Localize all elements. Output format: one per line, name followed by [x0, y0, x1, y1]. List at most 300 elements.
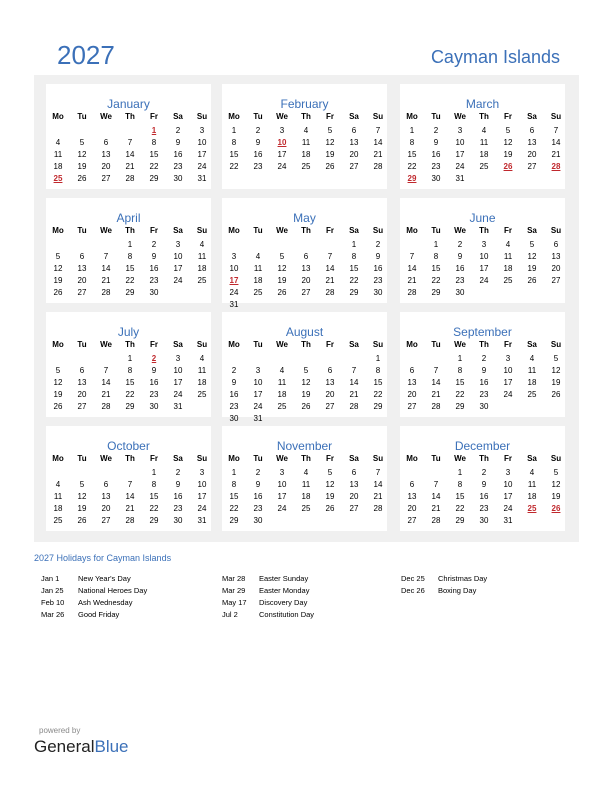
holiday-name: New Year's Day: [78, 574, 131, 583]
weekday-header: Su: [550, 112, 562, 121]
calendar-day: 28: [125, 174, 135, 183]
calendar-day: 12: [277, 264, 287, 273]
calendar-day: 21: [373, 492, 383, 501]
calendar-day: 6: [351, 468, 357, 477]
calendar-day: 19: [325, 492, 335, 501]
calendar-day: 25: [253, 288, 263, 297]
calendar-day: 6: [303, 252, 309, 261]
calendar-day: 7: [103, 252, 109, 261]
calendar-day: 20: [349, 492, 359, 501]
calendar-day: 20: [527, 150, 537, 159]
holiday-date: Dec 26: [401, 586, 425, 595]
calendar-day: 3: [175, 240, 181, 249]
weekday-header: We: [454, 112, 466, 121]
calendar-day: 10: [197, 138, 207, 147]
weekday-header: Th: [301, 112, 311, 121]
calendar-day: 7: [351, 366, 357, 375]
weekday-header: Su: [372, 112, 384, 121]
calendar-day: 30: [373, 288, 383, 297]
month-name: April: [116, 211, 141, 225]
weekday-header: Mo: [52, 112, 64, 121]
weekday-header: Th: [479, 226, 489, 235]
calendar-day: 1: [351, 240, 357, 249]
weekday-header: Sa: [173, 454, 183, 463]
calendar-day: 25: [503, 276, 513, 285]
calendar-day: 15: [125, 378, 135, 387]
calendar-day: 22: [125, 390, 135, 399]
month-name: February: [280, 97, 329, 111]
calendar-day: 4: [279, 366, 285, 375]
calendar-day: 28: [125, 516, 135, 525]
calendar-day: 14: [551, 138, 561, 147]
calendar-day: 14: [431, 492, 441, 501]
calendar-day: 14: [325, 264, 335, 273]
calendar-day: 20: [101, 504, 111, 513]
calendar-day: 6: [103, 138, 109, 147]
calendar-day: 3: [457, 126, 463, 135]
weekday-header: Mo: [52, 226, 64, 235]
calendar-day: 11: [527, 480, 537, 489]
weekday-header: Su: [372, 226, 384, 235]
calendar-day: 31: [503, 516, 513, 525]
month-name: May: [293, 211, 316, 225]
weekday-header: Tu: [431, 226, 441, 235]
weekday-header: Th: [301, 454, 311, 463]
calendar-day: 4: [199, 240, 205, 249]
calendar-day: 28: [325, 288, 335, 297]
calendar-day: 29: [431, 288, 441, 297]
calendar-day: 5: [327, 126, 333, 135]
weekday-header: Su: [372, 340, 384, 349]
calendar-day: 25: [479, 162, 489, 171]
holiday-day: 26: [503, 162, 513, 171]
month-name: September: [453, 325, 512, 339]
month-june: [400, 198, 565, 303]
calendar-day: 16: [149, 264, 159, 273]
calendar-day: 7: [103, 366, 109, 375]
calendar-day: 30: [455, 288, 465, 297]
generalblue-logo[interactable]: [34, 737, 129, 757]
calendar-day: 9: [481, 480, 487, 489]
calendar-day: 8: [409, 138, 415, 147]
calendar-day: 9: [255, 138, 261, 147]
month-name: December: [454, 439, 511, 453]
calendar-day: 8: [457, 366, 463, 375]
calendar-day: 26: [527, 276, 537, 285]
weekday-header: Mo: [228, 112, 240, 121]
calendar-day: 8: [127, 252, 133, 261]
calendar-day: 18: [253, 276, 263, 285]
calendar-day: 23: [149, 390, 159, 399]
weekday-header: We: [454, 454, 466, 463]
calendar-day: 31: [197, 174, 207, 183]
holiday-day: 25: [53, 174, 63, 183]
calendar-day: 25: [527, 390, 537, 399]
calendar-day: 27: [349, 504, 359, 513]
weekday-header: Tu: [253, 226, 263, 235]
calendar-day: 11: [301, 138, 311, 147]
calendar-day: 30: [173, 516, 183, 525]
holiday-name: Good Friday: [78, 610, 120, 619]
calendar-day: 2: [433, 126, 439, 135]
weekday-header: Mo: [228, 340, 240, 349]
calendar-day: 6: [103, 480, 109, 489]
calendar-day: 31: [197, 516, 207, 525]
weekday-header: Sa: [173, 340, 183, 349]
weekday-header: Mo: [406, 112, 418, 121]
calendar-day: 30: [149, 402, 159, 411]
holiday-day: 2: [151, 354, 157, 363]
weekday-header: Fr: [326, 112, 334, 121]
calendar-day: 25: [53, 516, 63, 525]
calendar-day: 20: [407, 504, 417, 513]
calendar-day: 15: [349, 264, 359, 273]
calendar-day: 23: [253, 162, 263, 171]
calendar-day: 7: [433, 366, 439, 375]
calendar-day: 25: [197, 390, 207, 399]
calendar-day: 8: [231, 138, 237, 147]
calendar-day: 21: [325, 276, 335, 285]
calendar-day: 11: [527, 366, 537, 375]
calendar-day: 15: [373, 378, 383, 387]
calendar-day: 24: [277, 504, 287, 513]
calendar-day: 13: [407, 378, 417, 387]
calendar-day: 10: [277, 480, 287, 489]
calendar-day: 11: [197, 366, 207, 375]
calendar-day: 13: [349, 138, 359, 147]
calendar-day: 6: [79, 366, 85, 375]
holiday-day: 29: [407, 174, 417, 183]
calendar-day: 31: [229, 300, 239, 309]
calendar-day: 26: [53, 288, 63, 297]
calendar-day: 13: [101, 150, 111, 159]
calendar-day: 28: [431, 516, 441, 525]
calendar-day: 1: [151, 468, 157, 477]
calendar-day: 10: [229, 264, 239, 273]
calendar-day: 16: [173, 150, 183, 159]
calendar-day: 21: [551, 150, 561, 159]
calendar-day: 16: [373, 264, 383, 273]
month-january: [46, 84, 211, 189]
weekday-header: Th: [479, 340, 489, 349]
calendar-day: 15: [455, 378, 465, 387]
calendar-day: 18: [503, 264, 513, 273]
calendar-day: 19: [551, 492, 561, 501]
calendar-day: 23: [431, 162, 441, 171]
calendar-day: 9: [255, 480, 261, 489]
weekday-header: Fr: [504, 454, 512, 463]
calendar-day: 8: [151, 138, 157, 147]
month-february: [222, 84, 387, 189]
calendar-day: 26: [325, 162, 335, 171]
calendar-day: 25: [301, 504, 311, 513]
calendar-day: 21: [407, 276, 417, 285]
calendar-day: 14: [101, 264, 111, 273]
weekday-header: We: [100, 112, 112, 121]
calendar-day: 29: [455, 402, 465, 411]
year-title: 2027: [57, 40, 115, 70]
calendar-day: 4: [303, 468, 309, 477]
calendar-day: 27: [325, 402, 335, 411]
calendar-day: 4: [303, 126, 309, 135]
calendar-day: 2: [175, 126, 181, 135]
calendar-day: 22: [455, 390, 465, 399]
month-august: [222, 312, 387, 423]
calendar-day: 1: [127, 240, 133, 249]
calendar-day: 19: [277, 276, 287, 285]
calendar-day: 24: [277, 162, 287, 171]
calendar-day: 12: [527, 252, 537, 261]
calendar-day: 1: [409, 126, 415, 135]
holiday-name: National Heroes Day: [78, 586, 148, 595]
calendar-day: 15: [407, 150, 417, 159]
calendar-day: 27: [551, 276, 561, 285]
calendar-day: 2: [255, 126, 261, 135]
holiday-name: Christmas Day: [438, 574, 488, 583]
calendar-day: 14: [373, 480, 383, 489]
calendar-day: 27: [301, 288, 311, 297]
weekday-header: Fr: [326, 226, 334, 235]
calendar-day: 24: [503, 390, 513, 399]
calendar-day: 28: [101, 288, 111, 297]
calendar-day: 14: [407, 264, 417, 273]
calendar-day: 20: [77, 276, 87, 285]
calendar-day: 17: [277, 492, 287, 501]
holiday-name: Boxing Day: [438, 586, 477, 595]
calendar-day: 11: [277, 378, 287, 387]
weekday-header: Su: [196, 340, 208, 349]
calendar-day: 3: [199, 126, 205, 135]
calendar-day: 15: [125, 264, 135, 273]
weekday-header: Tu: [77, 226, 87, 235]
weekday-header: We: [276, 340, 288, 349]
holiday-day: 26: [551, 504, 561, 513]
weekday-header: Mo: [228, 226, 240, 235]
month-name: November: [276, 439, 333, 453]
calendar-day: 5: [529, 240, 535, 249]
calendar-day: 4: [529, 468, 535, 477]
holiday-day: 25: [527, 504, 537, 513]
calendar-day: 22: [349, 276, 359, 285]
calendar-day: 12: [551, 366, 561, 375]
calendar-day: 16: [173, 492, 183, 501]
calendar-day: 31: [455, 174, 465, 183]
calendar-day: 16: [149, 378, 159, 387]
weekday-header: Sa: [527, 226, 537, 235]
calendar-day: 12: [77, 150, 87, 159]
calendar-day: 14: [373, 138, 383, 147]
calendar-day: 22: [149, 504, 159, 513]
calendar-day: 12: [503, 138, 513, 147]
calendar-day: 19: [503, 150, 513, 159]
calendar-day: 17: [455, 150, 465, 159]
calendar-day: 29: [229, 516, 239, 525]
calendar-day: 19: [53, 390, 63, 399]
holiday-date: Jul 2: [222, 610, 238, 619]
weekday-header: Tu: [431, 340, 441, 349]
holidays-title: 2027 Holidays for Cayman Islands: [34, 553, 172, 563]
calendar-day: 13: [101, 492, 111, 501]
calendar-day: 24: [503, 504, 513, 513]
brand-general: General: [34, 737, 95, 756]
calendar-day: 26: [77, 516, 87, 525]
month-name: August: [285, 325, 324, 339]
calendar-day: 8: [231, 480, 237, 489]
calendar-day: 28: [407, 288, 417, 297]
month-may: [222, 198, 387, 309]
calendar-day: 15: [149, 150, 159, 159]
calendar-day: 27: [349, 162, 359, 171]
calendar-day: 11: [53, 150, 63, 159]
calendar-day: 9: [231, 378, 237, 387]
calendar-day: 17: [503, 378, 513, 387]
holiday-date: Mar 28: [222, 574, 246, 583]
calendar-day: 19: [77, 504, 87, 513]
calendar-day: 7: [127, 138, 133, 147]
weekday-header: Fr: [150, 454, 158, 463]
calendar-day: 8: [127, 366, 133, 375]
calendar-day: 17: [503, 492, 513, 501]
calendar-day: 10: [479, 252, 489, 261]
calendar-day: 26: [301, 402, 311, 411]
holiday-date: Mar 26: [41, 610, 65, 619]
calendar-day: 26: [325, 504, 335, 513]
calendar-day: 7: [127, 480, 133, 489]
calendar-day: 13: [301, 264, 311, 273]
calendar-day: 7: [409, 252, 415, 261]
calendar-day: 17: [173, 378, 183, 387]
calendar-day: 1: [231, 468, 237, 477]
calendar-day: 6: [529, 126, 535, 135]
weekday-header: Mo: [406, 226, 418, 235]
calendar-day: 29: [349, 288, 359, 297]
calendar-day: 9: [375, 252, 381, 261]
month-name: July: [117, 325, 140, 339]
calendar-day: 19: [53, 276, 63, 285]
calendar-day: 14: [125, 492, 135, 501]
calendar-day: 16: [253, 150, 263, 159]
calendar-day: 15: [431, 264, 441, 273]
calendar-day: 9: [175, 480, 181, 489]
calendar-day: 1: [127, 354, 133, 363]
calendar-day: 3: [279, 126, 285, 135]
weekday-header: Su: [372, 454, 384, 463]
calendar-day: 3: [505, 354, 511, 363]
calendar-day: 18: [527, 492, 537, 501]
calendar-day: 12: [301, 378, 311, 387]
calendar-day: 6: [553, 240, 559, 249]
calendar-day: 7: [327, 252, 333, 261]
calendar-day: 11: [301, 480, 311, 489]
calendar-day: 30: [479, 402, 489, 411]
calendar-day: 12: [53, 378, 63, 387]
calendar-day: 23: [455, 276, 465, 285]
weekday-header: Tu: [253, 340, 263, 349]
calendar-day: 7: [553, 126, 559, 135]
calendar-day: 16: [229, 390, 239, 399]
calendar-day: 22: [431, 276, 441, 285]
calendar-day: 13: [77, 378, 87, 387]
holiday-name: Easter Monday: [259, 586, 310, 595]
calendar-day: 27: [77, 402, 87, 411]
calendar-day: 23: [149, 276, 159, 285]
calendar-day: 18: [53, 504, 63, 513]
calendar-day: 8: [151, 480, 157, 489]
calendar-day: 12: [325, 480, 335, 489]
calendar-day: 28: [431, 402, 441, 411]
calendar-day: 16: [479, 378, 489, 387]
calendar-day: 4: [55, 138, 61, 147]
calendar-day: 22: [455, 504, 465, 513]
weekday-header: Sa: [349, 112, 359, 121]
calendar-day: 15: [149, 492, 159, 501]
holiday-name: Discovery Day: [259, 598, 308, 607]
calendar-day: 11: [197, 252, 207, 261]
holiday-day: 1: [151, 126, 157, 135]
calendar-day: 4: [529, 354, 535, 363]
calendar-day: 20: [301, 276, 311, 285]
holiday-date: May 17: [222, 598, 247, 607]
calendar-day: 1: [433, 240, 439, 249]
calendar-day: 18: [301, 150, 311, 159]
month-name: January: [107, 97, 150, 111]
powered-by-text: powered by: [39, 726, 81, 735]
calendar-day: 19: [527, 264, 537, 273]
calendar-day: 8: [375, 366, 381, 375]
calendar-day: 10: [503, 480, 513, 489]
weekday-header: Sa: [349, 226, 359, 235]
calendar-day: 12: [551, 480, 561, 489]
calendar-day: 3: [279, 468, 285, 477]
weekday-header: Th: [125, 454, 135, 463]
calendar-day: 2: [481, 354, 487, 363]
calendar-day: 2: [151, 240, 157, 249]
calendar-day: 12: [77, 492, 87, 501]
calendar-day: 10: [197, 480, 207, 489]
weekday-header: Th: [479, 454, 489, 463]
calendar-day: 13: [407, 492, 417, 501]
holiday-day: 10: [277, 138, 287, 147]
calendar-day: 12: [53, 264, 63, 273]
calendar-day: 8: [433, 252, 439, 261]
calendar-day: 9: [457, 252, 463, 261]
calendar-day: 22: [229, 162, 239, 171]
weekday-header: We: [454, 226, 466, 235]
calendar-day: 18: [53, 162, 63, 171]
calendar-day: 28: [101, 402, 111, 411]
calendar-day: 6: [351, 126, 357, 135]
calendar-day: 22: [125, 276, 135, 285]
calendar-day: 3: [175, 354, 181, 363]
calendar-day: 18: [197, 378, 207, 387]
calendar-day: 5: [79, 138, 85, 147]
month-name: March: [465, 97, 500, 111]
calendar-day: 24: [455, 162, 465, 171]
calendar-day: 29: [125, 402, 135, 411]
calendar-day: 8: [351, 252, 357, 261]
weekday-header: We: [276, 112, 288, 121]
calendar-day: 14: [349, 378, 359, 387]
weekday-header: Fr: [504, 226, 512, 235]
weekday-header: Mo: [406, 340, 418, 349]
weekday-header: Sa: [173, 226, 183, 235]
calendar-day: 17: [479, 264, 489, 273]
calendar-day: 5: [505, 126, 511, 135]
calendar-day: 1: [457, 354, 463, 363]
weekday-header: Sa: [349, 454, 359, 463]
holiday-name: Constitution Day: [259, 610, 315, 619]
calendar-day: 23: [253, 504, 263, 513]
